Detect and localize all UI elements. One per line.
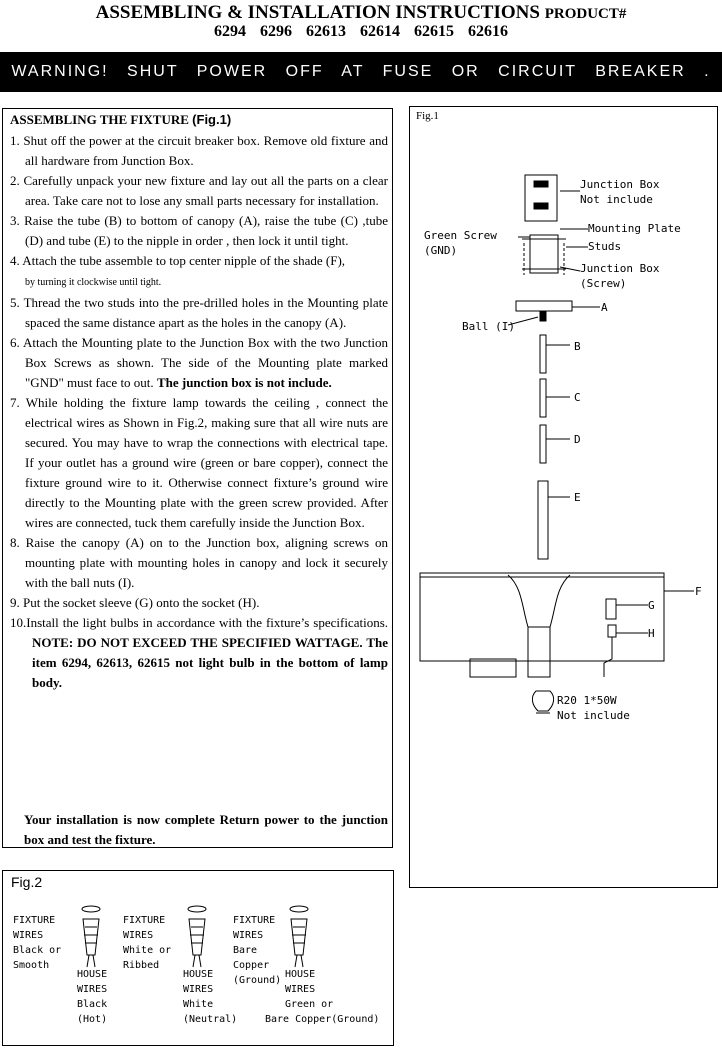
figure-1 [409, 106, 718, 888]
assembly-instructions [2, 108, 393, 848]
product-numbers: 6294 6296 62613 62614 62615 62616 [214, 23, 508, 40]
step-7: 7. While holding the fixture lamp towards the ceiling , connect the electrical wires as Shown in Fig.2, making sure that all wire nuts are secured. You may have to wrap the connections with electrical tape. If your outlet has a ground wire (green or bare copper), connect the fixture ground wire to it. Otherwise connect fixture’s ground wire directly to the Mounting plate with the green screw provided. After wires are connected, tuck them carefully inside the Junction Box. [10, 395, 388, 530]
tube-d-shape [540, 425, 546, 463]
step-3: 3. Raise the tube (B) to bottom of canopy (A), raise the tube (C) ,tube (D) and tube (E) to the nipple in order , then lock it until tight. [10, 213, 388, 248]
warning-banner: WARNING! SHUT POWER OFF AT FUSE OR CIRCUIT BREAKER . [0, 52, 722, 92]
house-wires-2: HOUSE WIRES White (Neutral) [183, 969, 238, 1025]
junction-screw-label: Junction Box (Screw) [580, 262, 660, 290]
assembly-heading: ASSEMBLING THE FIXTURE (Fig.1) [10, 112, 232, 127]
step-8: 8. Raise the canopy (A) on to the Junction box, aligning screws on mounting plate with mounting holes in canopy and lock it securely with the ball nuts (I). [10, 535, 388, 590]
fig2-label: Fig.2 [11, 874, 43, 890]
part-a-label: A [601, 301, 608, 314]
step-2: 2. Carefully unpack your new fixture and lay out all the parts on a clear area. Take care not to lose any small parts necessary for installation. [10, 173, 388, 208]
step-1: 1. Shut off the power at the circuit breaker box. Remove old fixture and all hardware from Junction Box. [10, 133, 388, 168]
part-h-label: H [648, 627, 655, 640]
studs-label: Studs [588, 240, 622, 253]
canopy-a-shape [516, 301, 572, 311]
wire-nut-icon-2 [188, 906, 206, 967]
socket-h-shape [608, 625, 616, 637]
part-b-label: B [574, 340, 581, 353]
tube-c-shape [540, 379, 546, 417]
part-f-label: F [695, 585, 702, 598]
part-d-label: D [574, 433, 581, 446]
house-wires-3: HOUSE WIRES Green or Bare Copper(Ground) [265, 969, 380, 1025]
step-10: 10.Install the light bulbs in accordance with the fixture’s specifications. NOTE: DO NOT EXCEED THE SPECIFIED WATTAGE. The item 6294, 62613, 62615 not light bulb in the bottom of lamp body. [10, 615, 388, 690]
bulb-shape [532, 691, 553, 711]
mounting-plate-shape [530, 235, 558, 273]
fixture-wires-3: FIXTURE WIRES Bare Copper (Ground) [233, 915, 282, 986]
steps-list [10, 131, 388, 693]
fixture-wires-1: FIXTURE WIRES Black or Smooth [13, 915, 62, 971]
house-wires-1: HOUSE WIRES Black (Hot) [77, 969, 108, 1025]
step-4: 4. Attach the tube assemble to top center nipple of the shade (F), by turning it clockwise until tight. [10, 253, 346, 288]
figure-2 [2, 870, 394, 1046]
shade-f-shape [420, 573, 664, 661]
wire-nut-icon-3 [290, 906, 308, 967]
part-g-label: G [648, 599, 655, 612]
tube-b-shape [540, 335, 546, 373]
document-title: ASSEMBLING & INSTALLATION INSTRUCTIONS PRODUCT# [95, 2, 627, 23]
fig1-label: Fig.1 [416, 110, 439, 122]
socket-sleeve-g-shape [606, 599, 616, 619]
tube-e-shape [538, 481, 548, 559]
completion-note: Your installation is now complete Return power to the junction box and test the fixture. [24, 812, 388, 847]
part-c-label: C [574, 391, 581, 404]
part-e-label: E [574, 491, 581, 504]
ball-label: Ball (I) [462, 320, 515, 333]
wire-nut-icon-1 [82, 906, 100, 967]
bulb-label: R20 1*50W Not include [557, 694, 630, 722]
step-6: 6. Attach the Mounting plate to the Junction Box with the two Junction Box Screws as shown. The side of the Mounting plate marked "GND" must face to out. The junction box is not include. [10, 335, 388, 390]
step-9: 9. Put the socket sleeve (G) onto the socket (H). [10, 595, 260, 610]
mounting-plate-label: Mounting Plate [588, 222, 681, 235]
green-screw-label: Green Screw (GND) [424, 229, 497, 257]
fixture-wires-2: FIXTURE WIRES White or Ribbed [123, 915, 172, 971]
step-5: 5. Thread the two studs into the pre-drilled holes in the Mounting plate spaced the same distance apart as the holes in the canopy (A). [10, 295, 388, 330]
junction-box-label: Junction Box Not include [580, 178, 660, 206]
